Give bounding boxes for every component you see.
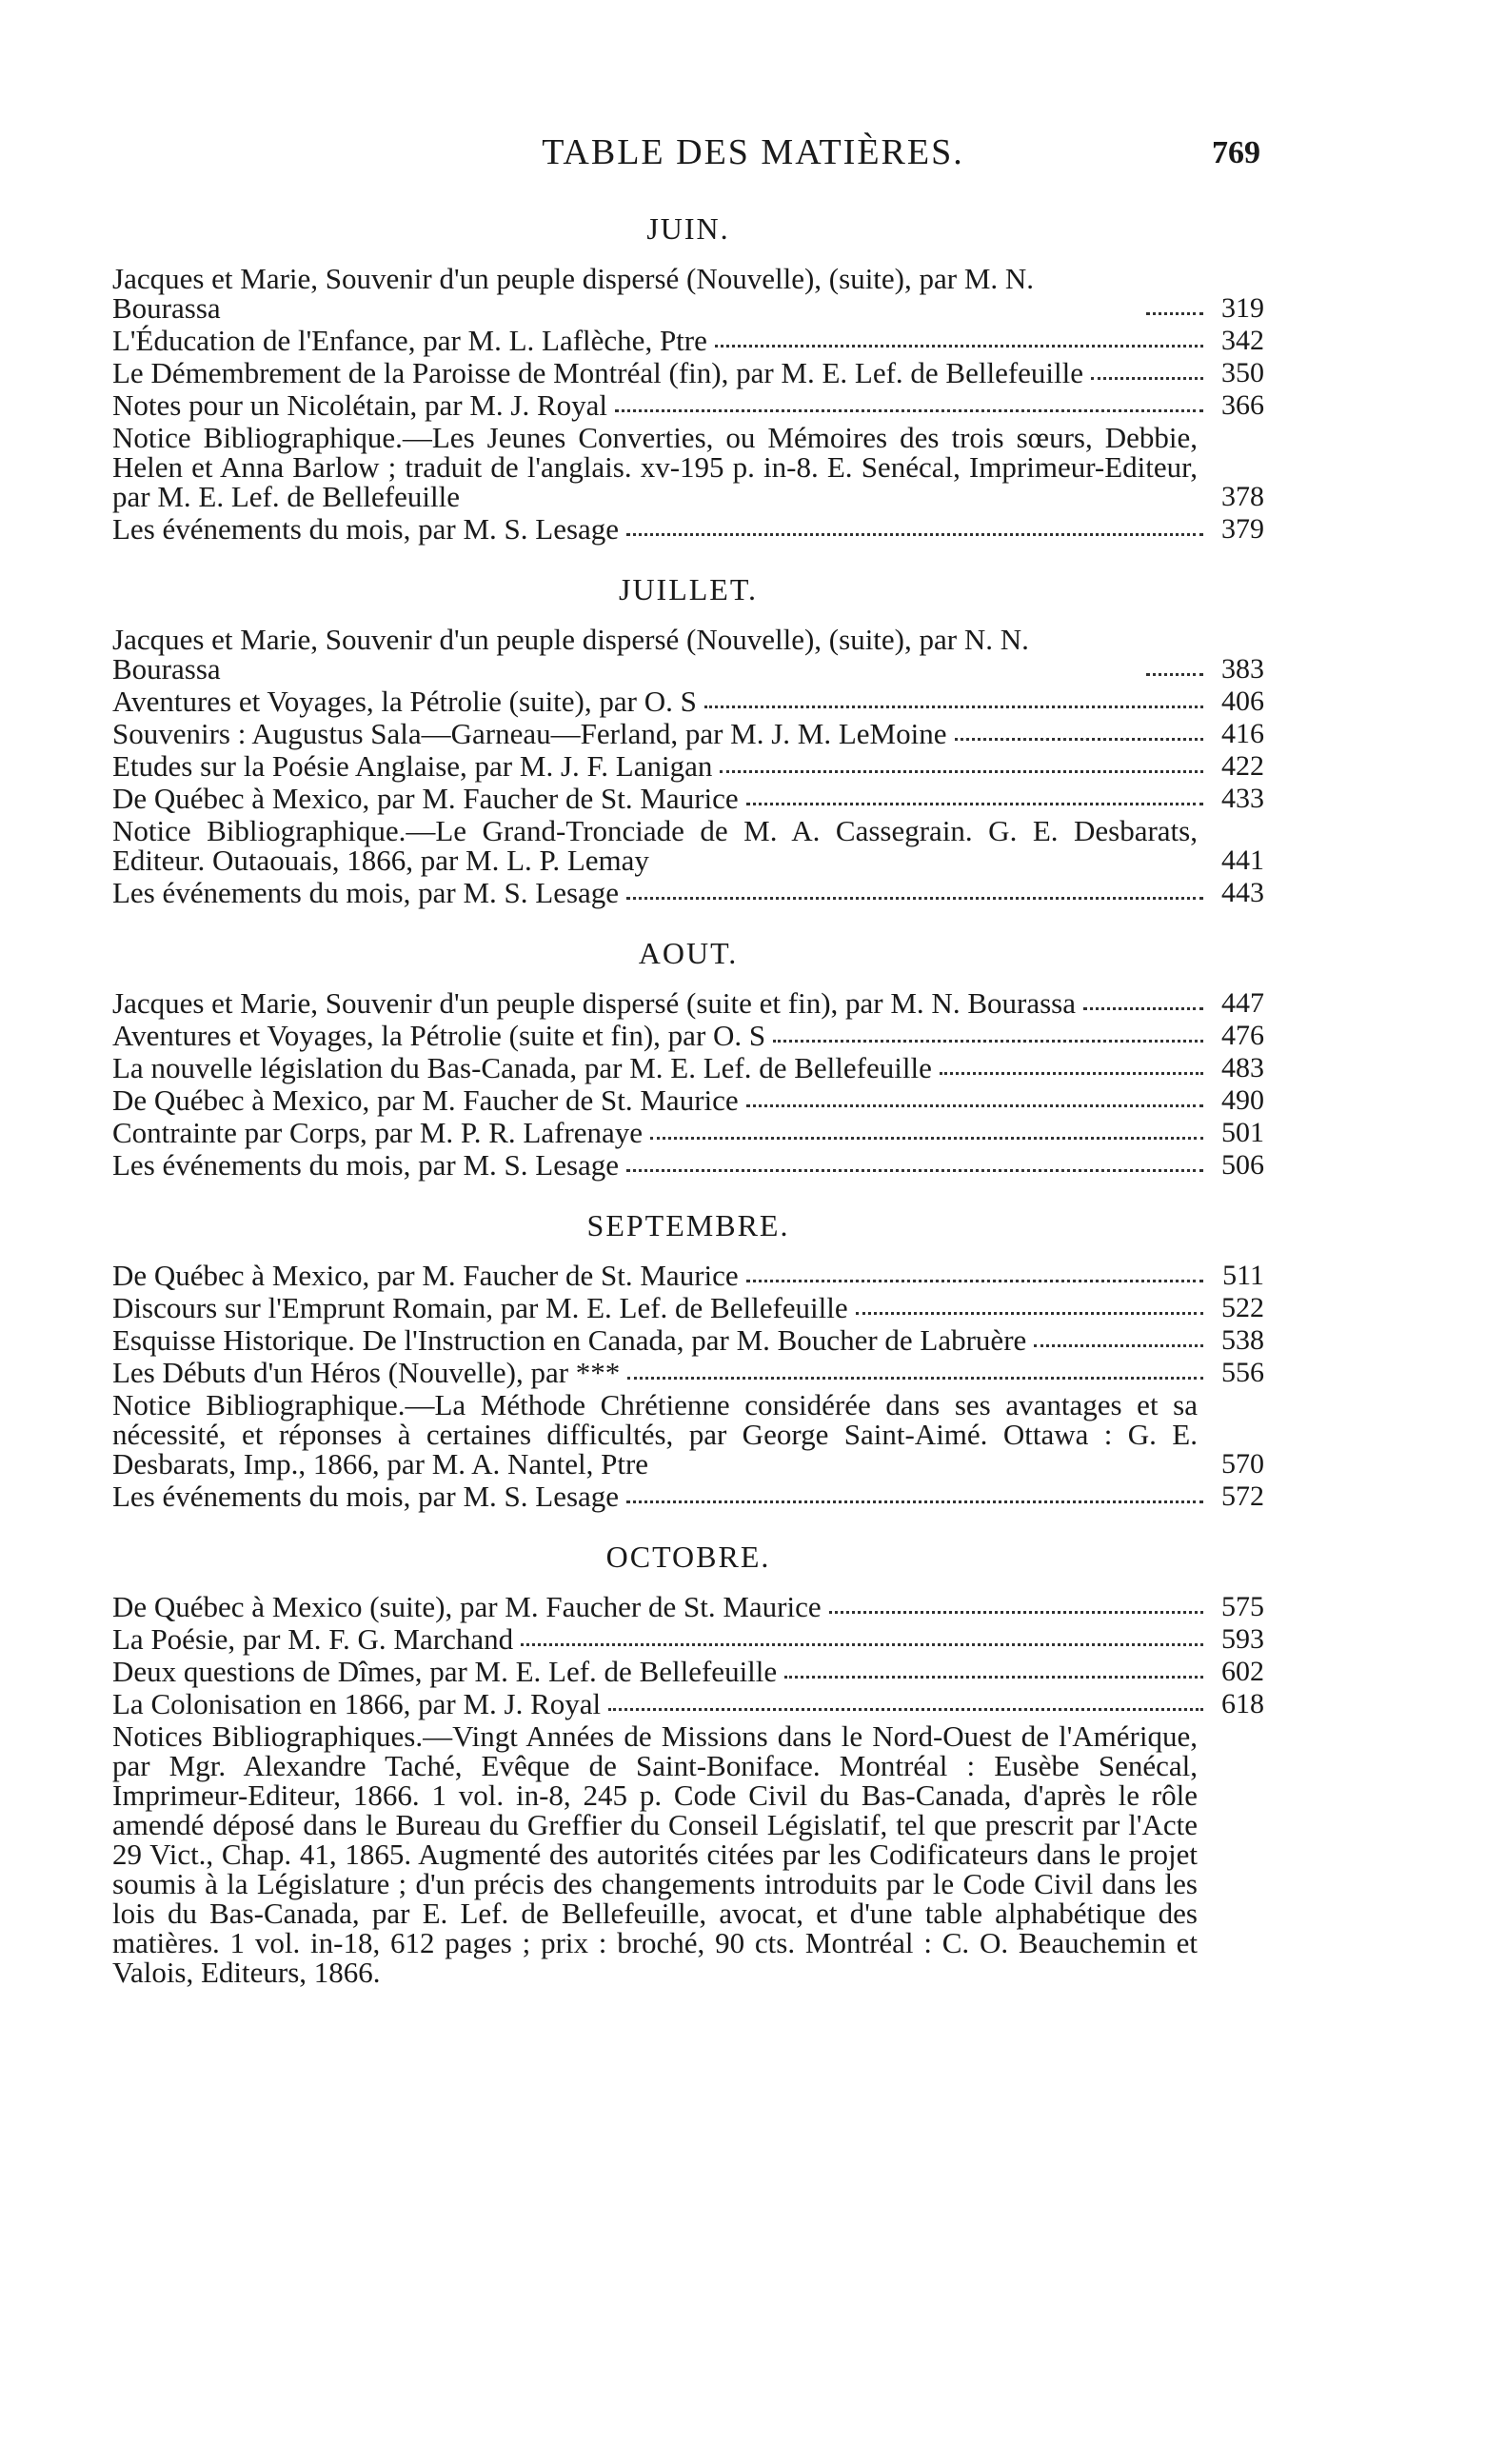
toc-entry bbox=[112, 1325, 1264, 1355]
entry-page-number: 379 bbox=[1221, 513, 1264, 545]
toc-entry bbox=[112, 390, 1264, 420]
entry-page-number: 342 bbox=[1221, 325, 1264, 356]
toc-entry bbox=[112, 1358, 1264, 1387]
toc-section bbox=[112, 211, 1264, 544]
entry-title: De Québec à Mexico, par M. Faucher de St. Maurice bbox=[112, 1083, 739, 1117]
toc-entry bbox=[112, 1390, 1264, 1479]
entry-title: Etudes sur la Poésie Anglaise, par M. J. F. Lanigan bbox=[112, 749, 713, 783]
toc-section bbox=[112, 936, 1264, 1180]
page-number: 769 bbox=[1212, 135, 1260, 170]
toc-entry bbox=[112, 358, 1264, 387]
dot-leader bbox=[626, 533, 1203, 536]
entry-title: De Québec à Mexico (suite), par M. Faucher de St. Maurice bbox=[112, 1590, 822, 1623]
dot-leader bbox=[626, 1169, 1203, 1172]
entry-title: Le Démembrement de la Paroisse de Montréal (fin), par M. E. Lef. de Bellefeuille bbox=[112, 356, 1084, 389]
entry-title: Notice Bibliographique.—Les Jeunes Converties, ou Mémoires des trois sœurs, Debbie, Helen et Anna Barlow ; traduit de l'anglais. xv-195 p. in-8. E. Senécal, Imprimeur-Editeur, par M. E. Lef. de Bellefeuille bbox=[112, 421, 1198, 513]
toc-entry bbox=[112, 1689, 1264, 1719]
entry-page-number: 476 bbox=[1221, 1020, 1264, 1051]
dot-leader bbox=[1083, 1007, 1203, 1010]
entry-title: Aventures et Voyages, la Pétrolie (suite), par O. S bbox=[112, 685, 697, 718]
toc-entry bbox=[112, 1721, 1264, 1987]
section-title: AOUT. bbox=[638, 936, 739, 970]
entry-page-number: 416 bbox=[1221, 718, 1264, 749]
toc-entry bbox=[112, 784, 1264, 813]
entry-title: Jacques et Marie, Souvenir d'un peuple dispersé (suite et fin), par M. N. Bourassa bbox=[112, 986, 1076, 1020]
dot-leader bbox=[626, 897, 1203, 900]
entry-title: Contrainte par Corps, par M. P. R. Lafrenaye bbox=[112, 1116, 644, 1149]
dot-leader bbox=[715, 345, 1203, 348]
entry-page-number: 506 bbox=[1221, 1149, 1264, 1181]
dot-leader bbox=[608, 1708, 1203, 1711]
entry-title: La Colonisation en 1866, par M. J. Royal bbox=[112, 1687, 602, 1720]
entry-title: Les événements du mois, par M. S. Lesage bbox=[112, 1480, 620, 1513]
toc-entry bbox=[112, 988, 1264, 1018]
toc-entry bbox=[112, 1657, 1264, 1686]
dot-leader bbox=[615, 409, 1203, 412]
dot-leader bbox=[1091, 377, 1203, 380]
dot-leader bbox=[626, 1500, 1203, 1503]
toc-entry bbox=[112, 264, 1264, 323]
entry-page-number: 490 bbox=[1221, 1084, 1264, 1116]
toc-entry bbox=[112, 1624, 1264, 1654]
entry-page-number: 593 bbox=[1221, 1623, 1264, 1655]
toc-entry bbox=[112, 751, 1264, 781]
entry-title: Les événements du mois, par M. S. Lesage bbox=[112, 1148, 620, 1182]
entry-title: Les événements du mois, par M. S. Lesage bbox=[112, 876, 620, 909]
toc-entry bbox=[112, 1293, 1264, 1322]
toc-entry bbox=[112, 1085, 1264, 1115]
dot-leader bbox=[1146, 312, 1203, 315]
page-header bbox=[0, 131, 1506, 189]
entry-title: Notice Bibliographique.—La Méthode Chrétienne considérée dans ses avantages et sa nécessité, et réponses à certaines difficultés, par George Saint-Aimé. Ottawa : G. E. Desbarats, Imp., 1866, par M. A. Nantel, Ptre bbox=[112, 1388, 1198, 1480]
running-title: TABLE DES MATIÈRES. bbox=[542, 132, 964, 172]
entry-page-number: 366 bbox=[1221, 389, 1264, 421]
entry-page-number: 433 bbox=[1221, 783, 1264, 814]
entry-page-number: 443 bbox=[1221, 877, 1264, 908]
entry-title: Deux questions de Dîmes, par M. E. Lef. de Bellefeuille bbox=[112, 1655, 778, 1688]
entry-title: Notices Bibliographiques.—Vingt Années de Missions dans le Nord-Ouest de l'Amérique, par Mgr. Alexandre Taché, Evêque de Saint-Boniface. Montréal : Eusèbe Senécal, Imprimeur-Editeur, 1866. 1 vol. in-8, 245 p. Code Civil du Bas-Canada, d'après le rôle amendé déposé dans le Bureau du Greffier du Conseil Législatif, tel que prescrit par l'Acte 29 Vict., Chap. 41, 1865. Augmenté des autorités citées par les Codificateurs dans le projet soumis à la Législature ; d'un précis des changements introduits par le Code Civil dans les lois du Bas-Canada, par E. Lef. de Bellefeuille, avocat, et d'une table alphabétique des matières. 1 vol. in-18, 612 pages ; prix : broché, 90 cts. Montréal : C. O. Beauchemin et Valois, Editeurs, 1866. bbox=[112, 1719, 1198, 1989]
toc-entry bbox=[112, 1261, 1264, 1290]
entry-page-number: 570 bbox=[1221, 1448, 1264, 1480]
entry-title: Notice Bibliographique.—Le Grand-Tronciade de M. A. Cassegrain. G. E. Desbarats, Editeur. Outaouais, 1866, par M. L. P. Lemay bbox=[112, 814, 1198, 877]
entry-page-number: 383 bbox=[1221, 653, 1264, 685]
toc-section bbox=[112, 1208, 1264, 1511]
entry-page-number: 350 bbox=[1221, 357, 1264, 388]
toc-entry bbox=[112, 1053, 1264, 1083]
dot-leader bbox=[521, 1643, 1203, 1646]
dot-leader bbox=[829, 1611, 1203, 1614]
entry-title: De Québec à Mexico, par M. Faucher de St. Maurice bbox=[112, 1259, 739, 1292]
entry-page-number: 483 bbox=[1221, 1052, 1264, 1083]
table-of-contents bbox=[112, 211, 1264, 2016]
entry-page-number: 511 bbox=[1222, 1260, 1264, 1291]
dot-leader bbox=[746, 1280, 1203, 1282]
entry-page-number: 618 bbox=[1221, 1688, 1264, 1719]
entry-title: Notes pour un Nicolétain, par M. J. Royal bbox=[112, 388, 608, 422]
entry-page-number: 522 bbox=[1221, 1292, 1264, 1323]
entry-title: Discours sur l'Emprunt Romain, par M. E. Lef. de Bellefeuille bbox=[112, 1291, 848, 1324]
entry-title: Jacques et Marie, Souvenir d'un peuple dispersé (Nouvelle), (suite), par M. N. Bourassa bbox=[112, 262, 1035, 325]
entry-title: Esquisse Historique. De l'Instruction en Canada, par M. Boucher de Labruère bbox=[112, 1323, 1027, 1357]
dot-leader bbox=[720, 770, 1203, 773]
dot-leader bbox=[704, 705, 1203, 708]
entry-title: De Québec à Mexico, par M. Faucher de St. Maurice bbox=[112, 782, 739, 815]
entry-page-number: 602 bbox=[1221, 1656, 1264, 1687]
toc-entry bbox=[112, 878, 1264, 907]
entry-title: Les événements du mois, par M. S. Lesage bbox=[112, 512, 620, 546]
dot-leader bbox=[746, 803, 1203, 805]
entry-title: La Poésie, par M. F. G. Marchand bbox=[112, 1622, 514, 1656]
entry-page-number: 556 bbox=[1221, 1357, 1264, 1388]
dot-leader bbox=[773, 1040, 1203, 1043]
toc-entry bbox=[112, 1118, 1264, 1147]
entry-title: Aventures et Voyages, la Pétrolie (suite et fin), par O. S bbox=[112, 1019, 766, 1052]
entry-page-number: 422 bbox=[1221, 750, 1264, 782]
dot-leader bbox=[627, 1377, 1203, 1380]
dot-leader bbox=[1034, 1344, 1203, 1347]
dot-leader bbox=[940, 1072, 1203, 1075]
entry-page-number: 406 bbox=[1221, 686, 1264, 717]
toc-entry bbox=[112, 719, 1264, 748]
dot-leader bbox=[1146, 673, 1203, 676]
toc-entry bbox=[112, 625, 1264, 684]
toc-entry bbox=[112, 686, 1264, 716]
toc-entry bbox=[112, 1592, 1264, 1621]
entry-title: La nouvelle législation du Bas-Canada, par M. E. Lef. de Bellefeuille bbox=[112, 1051, 932, 1084]
entry-title: Jacques et Marie, Souvenir d'un peuple dispersé (Nouvelle), (suite), par N. N. Bourassa bbox=[112, 623, 1029, 686]
entry-page-number: 501 bbox=[1221, 1117, 1264, 1148]
entry-page-number: 538 bbox=[1221, 1324, 1264, 1356]
toc-entry bbox=[112, 514, 1264, 544]
entry-page-number: 319 bbox=[1221, 292, 1264, 324]
entry-page-number: 575 bbox=[1221, 1591, 1264, 1622]
toc-entry bbox=[112, 1021, 1264, 1050]
dot-leader bbox=[856, 1312, 1203, 1315]
entry-page-number: 447 bbox=[1221, 987, 1264, 1019]
toc-entry bbox=[112, 326, 1264, 355]
toc-section bbox=[112, 572, 1264, 907]
toc-entry bbox=[112, 423, 1264, 511]
section-title: OCTOBRE. bbox=[605, 1540, 771, 1574]
entry-page-number: 441 bbox=[1221, 845, 1264, 876]
section-title: SEPTEMBRE. bbox=[586, 1208, 790, 1242]
dot-leader bbox=[784, 1676, 1203, 1679]
toc-entry bbox=[112, 1150, 1264, 1180]
dot-leader bbox=[650, 1137, 1203, 1140]
entry-title: Souvenirs : Augustus Sala—Garneau—Ferland, par M. J. M. LeMoine bbox=[112, 717, 947, 750]
section-title: JUILLET. bbox=[618, 572, 759, 606]
entry-page-number: 378 bbox=[1221, 481, 1264, 512]
toc-entry bbox=[112, 1481, 1264, 1511]
toc-section bbox=[112, 1540, 1264, 1987]
toc-entry bbox=[112, 816, 1264, 875]
dot-leader bbox=[746, 1104, 1203, 1107]
section-title: JUIN. bbox=[646, 211, 730, 246]
entry-title: L'Éducation de l'Enfance, par M. L. Laflèche, Ptre bbox=[112, 324, 707, 357]
dot-leader bbox=[955, 738, 1204, 741]
entry-page-number: 572 bbox=[1221, 1480, 1264, 1512]
entry-title: Les Débuts d'un Héros (Nouvelle), par *** bbox=[112, 1356, 621, 1389]
